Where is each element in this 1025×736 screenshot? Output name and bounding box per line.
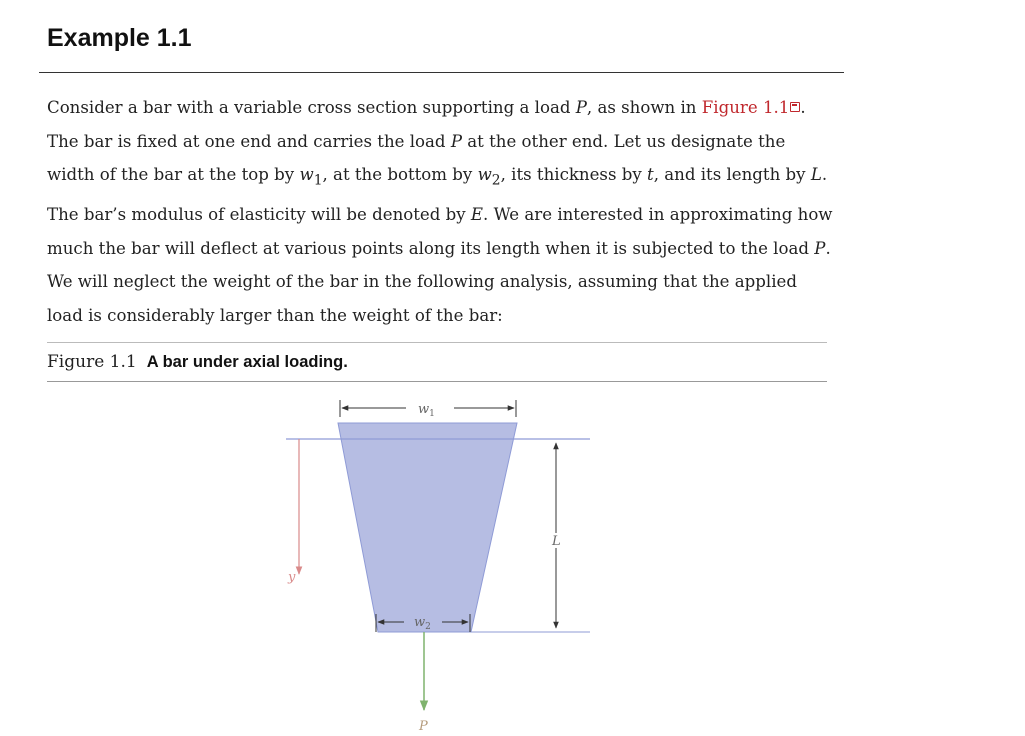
text-run: . The bar is fixed at one end and carries the load	[47, 98, 806, 151]
symbol-E: E	[470, 205, 484, 225]
text-run: at the other end. Let us designate the width of the bar at the top by	[47, 131, 786, 185]
text-run: , its thickness by	[500, 165, 648, 185]
symbol-P: P	[450, 131, 462, 151]
text-run: , and its length by	[653, 165, 811, 185]
symbol-w1: w	[299, 165, 314, 185]
symbol-P: P	[575, 98, 587, 117]
tapered-bar	[338, 423, 517, 632]
load-label: P	[419, 719, 428, 734]
symbol-w2: w	[477, 165, 492, 185]
text-run: , at the bottom by	[322, 165, 478, 185]
text-run: . We will neglect the weight of the bar in the following analysis, assuming that the applied load is considerably larger than the weight of the bar:	[47, 238, 831, 325]
y-axis-label: y	[288, 570, 296, 585]
figure-1-1-link[interactable]: Figure 1.1	[701, 98, 790, 117]
symbol-t: t	[647, 165, 654, 185]
w2-label: $w_2$	[414, 615, 431, 632]
w1-label: $w_1$	[418, 402, 435, 419]
text-run: . We are interested in approximating how much the bar will deflect at various points along its length when it is subjected to the load	[47, 205, 833, 258]
figure-label: Figure 1.1	[47, 352, 137, 372]
symbol-L: L	[810, 165, 822, 185]
text-run: . The bar’s modulus of elasticity will be denoted by	[47, 165, 828, 225]
subscript-1: 1	[313, 172, 323, 189]
figure-title: A bar under axial loading.	[146, 353, 348, 371]
text-run: , as shown in	[586, 98, 702, 117]
symbol-P: P	[814, 238, 826, 258]
section-title: Example 1.1	[47, 24, 192, 52]
length-label: L	[552, 534, 561, 549]
subscript-2: 2	[491, 172, 501, 189]
text-run: Consider a bar with a variable cross section supporting a load	[47, 98, 576, 117]
